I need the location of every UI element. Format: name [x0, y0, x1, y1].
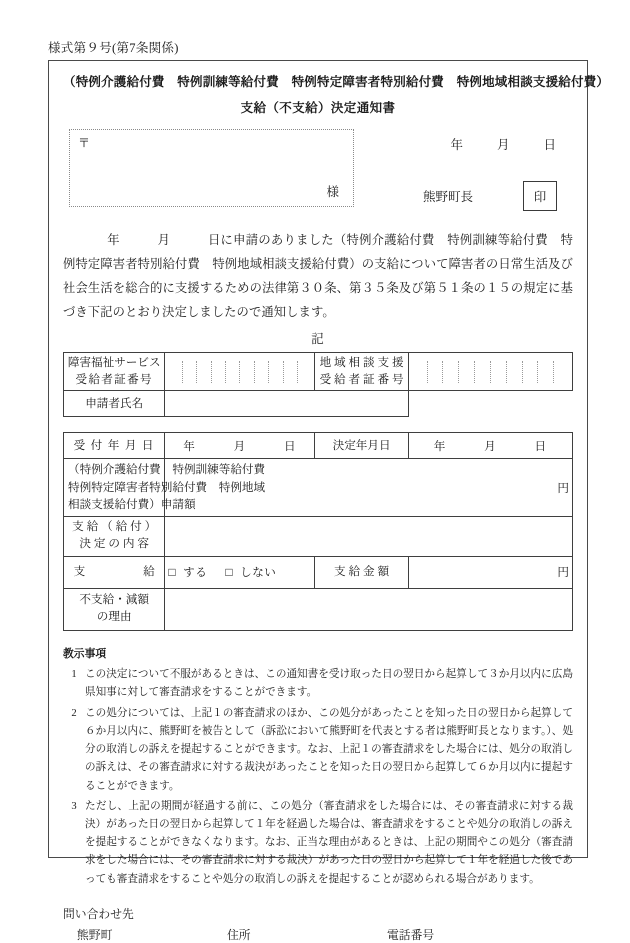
receipt-table	[63, 352, 573, 418]
decision-table	[63, 432, 573, 630]
service-cert-label-line1: 障害福祉サービス	[67, 355, 161, 369]
service-cert-label-line2: 受給者証番号	[75, 372, 153, 386]
payment-amount-label: 支 給 金 額	[315, 556, 408, 588]
table-row	[64, 433, 573, 459]
service-cert-digits[interactable]	[165, 352, 315, 391]
contact-phone-label: 電話番号	[387, 927, 435, 942]
contact-title: 問い合わせ先	[63, 906, 134, 921]
addressee-box[interactable]	[69, 129, 354, 207]
table-row	[64, 588, 573, 630]
instructions-section	[63, 645, 573, 889]
regional-cert-digit-cells[interactable]	[412, 361, 569, 383]
service-cert-label	[64, 352, 165, 391]
decision-date-label: 決定年月日	[315, 433, 408, 459]
note-number: 2	[71, 707, 77, 719]
table-spacer	[63, 417, 573, 432]
reason-field[interactable]	[165, 588, 573, 630]
payment-option-no-label: しない	[240, 566, 277, 580]
body-paragraph-text: 年 月 日に申請のありました（特例介護給付費 特例訓練等給付費 特例特定障害者特別給付費 特例地域相談支援給付費）の支給について障害者の日常生活及び社会生活を総合的に支援するための法律第３０条、第３５条及び第５１条の１５の規定に基づき下記のとおり決定しましたので通知します。	[63, 233, 573, 319]
form-frame	[48, 60, 610, 942]
form-title-main: 支給（不支給）決定通知書	[240, 101, 396, 115]
note-text: この決定について不服があるときは、この通知書を受け取った日の翌日から起算して３か月以内に広島県知事に対して審査請求をすることができます。	[85, 669, 573, 699]
note-text: ただし、上記の期間が経過する前に、この処分（審査請求をした場合には、その審査請求に対する裁決）があった日の翌日から起算して１年を経過した場合は、審査請求をすることや処分の取消しの訴えを提起することができなくなります。なお、正当な理由があるときは、上記の期間やこの処分（審査請求をした場合には、その審査請求に対する裁決）があった日の翌日から起算して１年を経過した後であっても審査請求をすることや処分の取消しの訴えを提起することが認められる場合があります。	[85, 800, 573, 885]
seal-box: 印	[523, 181, 557, 211]
service-cert-digit-cells[interactable]	[168, 361, 311, 383]
contact-section	[63, 905, 573, 943]
form-title-subtypes: （特例介護給付費 特例訓練等給付費 特例特定障害者特別給付費 特例地域相談支援給付費）	[63, 75, 610, 89]
contact-address-label: 住所	[227, 927, 251, 942]
addressee-section	[63, 129, 573, 211]
form-number: 様式第９号(第7条関係)	[48, 41, 179, 55]
payment-amount-unit: 円	[557, 566, 569, 580]
instructions-title: 教示事項	[63, 647, 107, 660]
regional-cert-digits[interactable]	[408, 352, 572, 391]
contact-row	[63, 926, 573, 943]
table-row	[64, 459, 573, 516]
applicant-name-label: 申請者氏名	[64, 391, 165, 417]
decision-content-field[interactable]	[165, 516, 573, 556]
payment-label: 支 給	[64, 556, 165, 588]
reception-date-label: 受 付 年 月 日	[64, 433, 165, 459]
issuer-name: 熊野町長	[422, 190, 473, 204]
list-item	[63, 798, 573, 889]
table-row	[64, 516, 573, 556]
ki-marker: 記	[311, 331, 325, 346]
table-row	[64, 352, 573, 391]
note-number: 3	[71, 800, 77, 812]
claim-amount-label-line3: 相談支援給付費）申請額	[68, 498, 196, 512]
payment-amount-field[interactable]	[408, 556, 572, 588]
list-item	[63, 705, 573, 796]
decision-content-label	[64, 516, 165, 556]
issue-date-line[interactable]: 年 月 日	[450, 138, 559, 152]
checkbox-yes-icon[interactable]: □	[168, 565, 177, 580]
regional-cert-label	[315, 352, 408, 391]
payment-options[interactable]	[165, 556, 315, 588]
claim-amount-label-line1: （特例介護給付費 特例訓練等給付費	[68, 463, 266, 477]
reason-label-line1: 不支給・減額	[79, 593, 149, 607]
claim-amount-unit: 円	[557, 481, 569, 495]
checkbox-no-icon[interactable]: □	[225, 565, 234, 580]
claim-amount-label-line2: 特例特定障害者特別給付費 特例地域	[68, 480, 266, 494]
reason-label	[64, 588, 165, 630]
table-row	[64, 556, 573, 588]
decision-content-label-line1: 支 給 （ 給 付 ）	[72, 520, 157, 534]
addressee-honorific: 様	[326, 185, 339, 199]
payment-option-yes-label: する	[183, 566, 208, 580]
note-number: 1	[71, 669, 77, 681]
decision-content-label-line2: 決 定 の 内 容	[79, 537, 149, 551]
reception-date-field[interactable]: 年 月 日	[165, 433, 315, 459]
table-row	[64, 391, 573, 417]
regional-cert-label-line2: 受 給 者 証 番 号	[319, 372, 404, 386]
contact-office: 熊野町	[77, 927, 113, 942]
postal-code-icon: 〒	[78, 136, 91, 150]
body-paragraph	[63, 229, 573, 325]
reason-label-line2: の理由	[96, 610, 132, 624]
decision-date-field[interactable]: 年 月 日	[408, 433, 572, 459]
applicant-name-field[interactable]	[165, 391, 408, 417]
regional-cert-label-line1: 地 域 相 談 支 援	[319, 355, 404, 369]
list-item	[63, 666, 573, 702]
claim-amount-label	[64, 459, 266, 516]
note-text: この処分については、上記１の審査請求のほか、この処分があったことを知った日の翌日から起算して６か月以内に、熊野町を被告として（訴訟において熊野町を代表とする者は熊野町長となります。）、処分の取消しの訴えを提起することができます。なお、上記１の審査請求をした場合には、処分の取消しの訴えは、その審査請求に対する裁決があったことを知った日の翌日から起算して６か月以内に提起することができます。	[85, 707, 573, 792]
form-inner	[49, 61, 610, 942]
